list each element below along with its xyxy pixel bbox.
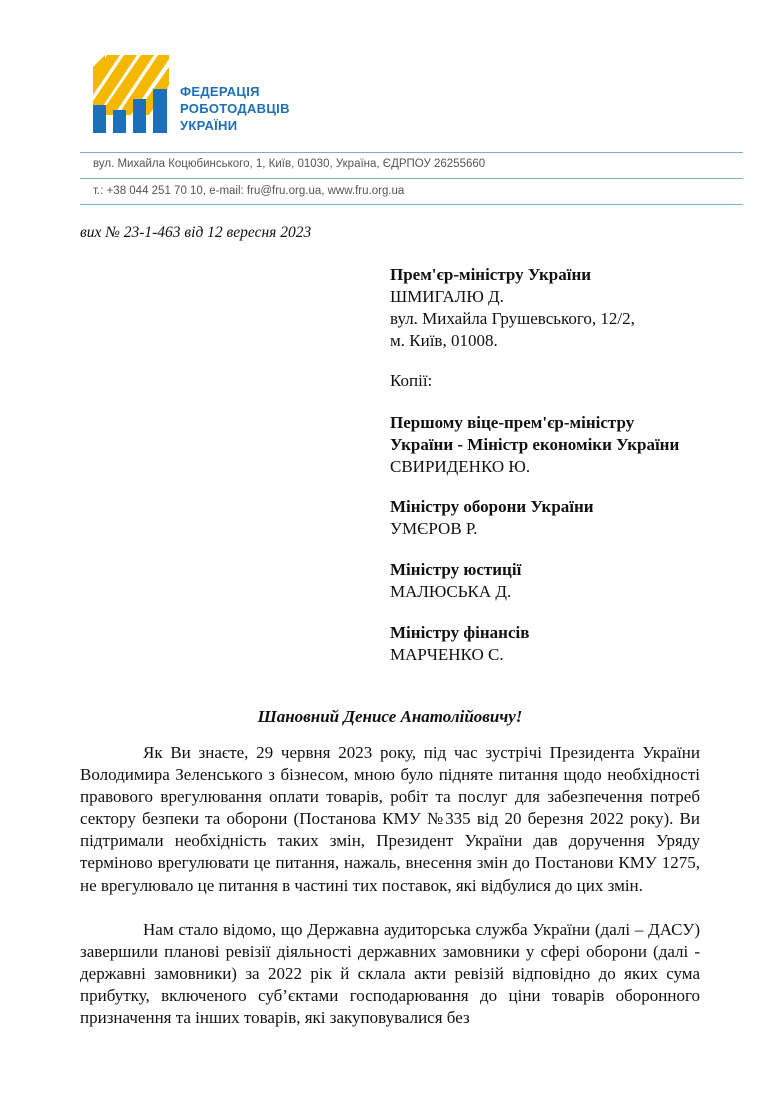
outgoing-reference: вих № 23-1-463 від 12 вересня 2023 bbox=[80, 224, 312, 241]
header-divider bbox=[80, 204, 743, 205]
recipient-title: Прем'єр-міністру України bbox=[390, 265, 592, 284]
logo-blue-bar bbox=[113, 110, 126, 133]
logo-blue-bar bbox=[133, 99, 146, 133]
copy-recipient-title: Першому віце-прем'єр-міністру bbox=[390, 413, 635, 432]
logo-blue-bar bbox=[153, 89, 167, 133]
copy-recipient-title: Міністру фінансів bbox=[390, 623, 530, 642]
org-name-line: ФЕДЕРАЦІЯ bbox=[180, 84, 260, 99]
logo-blue-bar bbox=[93, 105, 106, 133]
copy-recipient-title: Міністру юстиції bbox=[390, 560, 522, 579]
copy-recipient-title: України - Міністр економіки України bbox=[390, 435, 680, 454]
copies-label: Копії: bbox=[390, 371, 433, 390]
org-name-line: РОБОТОДАВЦІВ bbox=[180, 101, 290, 116]
recipient-name: ШМИГАЛЮ Д. bbox=[390, 287, 504, 306]
header-divider bbox=[80, 152, 743, 153]
header-divider bbox=[80, 178, 743, 179]
recipient-address-line: м. Київ, 01008. bbox=[390, 331, 498, 350]
salutation: Шановний Денисе Анатолійовичу! bbox=[257, 707, 523, 726]
copy-recipient-name: МАЛЮСЬКА Д. bbox=[390, 582, 512, 601]
organization-name bbox=[180, 83, 290, 134]
copy-recipient bbox=[390, 412, 679, 478]
body-paragraph: Нам стало відомо, що Державна аудиторська служба України (далі – ДАСУ) завершили планові ревізії діяльності державних замовники у сфері оборони (далі - державні замовники) за 2022 рік й склала акти ревізій відповідно до яких сума прибутку, включеного суб’єктами господарювання до ціни товарів оборонного призначення та інших товарів, які закуповувалися без bbox=[80, 920, 700, 1028]
address-line: вул. Михайла Коцюбинського, 1, Київ, 01030, Україна, ЄДРПОУ 26255660 bbox=[93, 158, 486, 170]
copy-recipient bbox=[390, 622, 529, 666]
recipient-block bbox=[390, 264, 635, 352]
copy-recipient-name: УМЄРОВ Р. bbox=[390, 519, 478, 538]
copy-recipient-title: Міністру оборони України bbox=[390, 497, 594, 516]
copy-recipient bbox=[390, 559, 521, 603]
recipient-address-line: вул. Михайла Грушевського, 12/2, bbox=[390, 309, 635, 328]
copy-recipient-name: МАРЧЕНКО С. bbox=[390, 645, 504, 664]
federation-logo-icon bbox=[93, 55, 173, 133]
copy-recipient bbox=[390, 496, 594, 540]
contacts-line: т.: +38 044 251 70 10, e-mail: fru@fru.org.ua, www.fru.org.ua bbox=[93, 185, 405, 197]
copy-recipient-name: СВИРИДЕНКО Ю. bbox=[390, 457, 531, 476]
body-paragraph: Як Ви знаєте, 29 червня 2023 року, під час зустрічі Президента України Володимира Зеленського з бізнесом, мною було підняте питання щодо необхідності правового врегулювання оплати товарів, робіт та послуг для забезпечення потреб сектору безпеки та оборони (Постанова КМУ №335 від 20 березня 2022 року). Ви підтримали необхідність таких змін, Президент України дав доручення Уряду терміново врегулювати це питання, нажаль, внесення змін до Постанови КМУ 1275, не врегулювало це питання в частині тих поставок, які відбулися до цих змін. bbox=[80, 743, 700, 895]
org-name-line: УКРАЇНИ bbox=[180, 118, 238, 133]
